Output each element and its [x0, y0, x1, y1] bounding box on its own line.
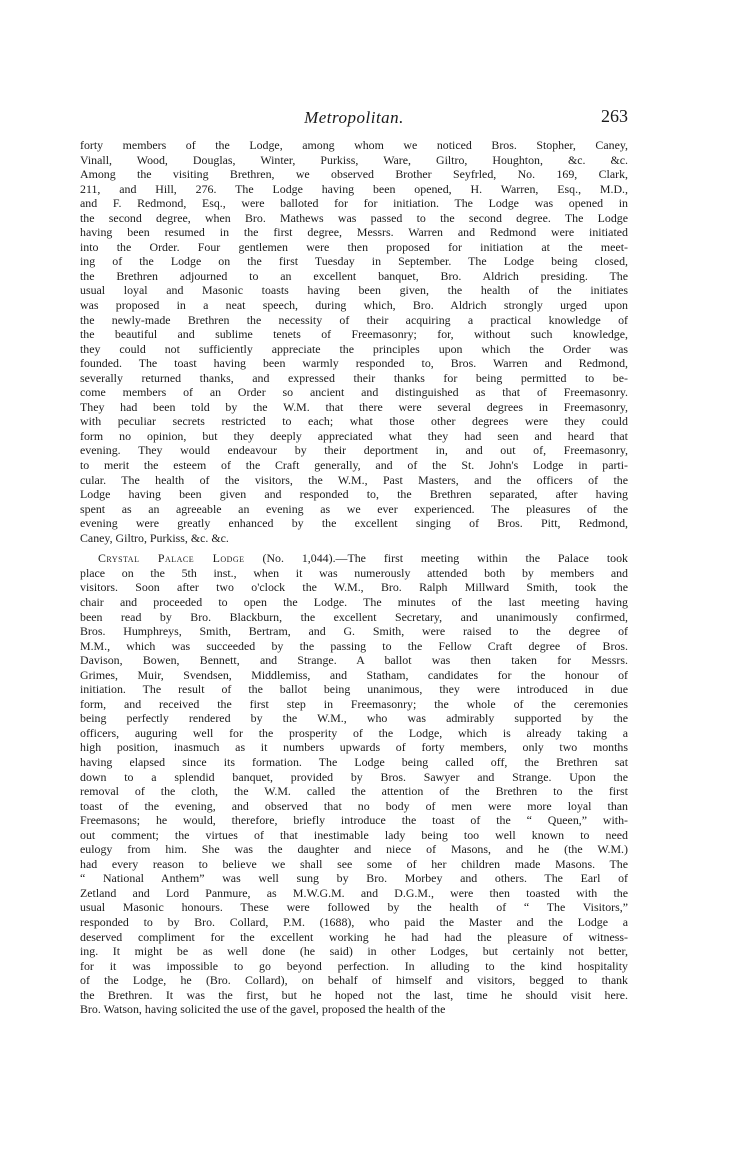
- text-line-content: (No. 1,044).—The first meeting within the Palace took: [244, 551, 628, 566]
- page-number: 263: [601, 106, 628, 126]
- text-line: Davison, Bowen, Bennett, and Strange. A ballot was then taken for Messrs.: [80, 653, 628, 668]
- text-line: Bro. Watson, having solicited the use of the gavel, proposed the health of the: [80, 1002, 446, 1017]
- text-line: visitors. Soon after two o'clock the W.M., Bro. Ralph Millward Smith, took the: [80, 580, 628, 595]
- text-line: high position, inasmuch as it numbers upwards of forty members, only two months: [80, 740, 628, 755]
- text-line: Lodge having been given and responded to, the Brethren separated, after having: [80, 487, 628, 502]
- running-title: Metropolitan.: [304, 108, 404, 127]
- text-line: down to a splendid banquet, provided by Bros. Sawyer and Strange. Upon the: [80, 769, 628, 784]
- text-line: to merit the esteem of the Craft generally, and of the St. John's Lodge in parti-: [80, 458, 628, 473]
- text-line: chair and proceeded to open the Lodge. The minutes of the last meeting having: [80, 594, 628, 609]
- text-line: was proposed in a neat speech, during which, Bro. Aldrich strongly urged upon: [80, 298, 628, 313]
- text-line: Vinall, Wood, Douglas, Winter, Purkiss, Ware, Giltro, Houghton, &c. &c.: [80, 152, 628, 167]
- text-line: toast of the evening, and observed that no body of men were more loyal than: [80, 798, 628, 813]
- text-line: Zetland and Lord Panmure, as M.W.G.M. and D.G.M., were then toasted with the: [80, 885, 628, 900]
- text-line: form, and received the first step in Freemasonry; the whole of the ceremonies: [80, 696, 628, 711]
- text-line: evening. They would endeavour by their deportment in, and out of, Freemasonry,: [80, 443, 628, 458]
- text-line: the second degree, when Bro. Mathews was passed to the second degree. The Lodge: [80, 210, 628, 225]
- paragraph-crystal-palace-lodge: [80, 551, 628, 1017]
- section-lead-in: Crystal Palace Lodge: [98, 551, 245, 566]
- text-line: had every reason to believe we shall see some of her children made Masons. The: [80, 856, 628, 871]
- text-line: having been resumed in the first degree, Messrs. Warren and Redmond were initiated: [80, 225, 628, 240]
- text-line: deserved compliment for the excellent working he had had the pleasure of witness-: [80, 929, 628, 944]
- text-line: Freemasons; he would, therefore, briefly introduce the toast of the “ Queen,” with-: [80, 813, 628, 828]
- text-line: out comment; the virtues of that inestimable lady being too well known to need: [80, 827, 628, 842]
- text-line: 211, and Hill, 276. The Lodge having been opened, H. Warren, Esq., M.D.,: [80, 181, 628, 196]
- text-line: the Brethren adjourned to an excellent banquet, Bro. Aldrich presiding. The: [80, 268, 628, 283]
- text-line: ing of the Lodge on the first Tuesday in September. The Lodge being closed,: [80, 254, 628, 269]
- text-line: come members of an Order so ancient and distinguished as that of Freemasonry.: [80, 385, 628, 400]
- text-line: severally returned thanks, and expressed their thanks for being permitted to be-: [80, 370, 628, 385]
- text-line: evening were greatly enhanced by the excellent singing of Bros. Pitt, Redmond,: [80, 516, 628, 531]
- document-page: [80, 104, 628, 1017]
- text-line: place on the 5th inst., when it was numerously attended both by members and: [80, 565, 628, 580]
- text-line: responded to by Bro. Collard, P.M. (1688), who paid the Master and the Lodge a: [80, 914, 628, 929]
- text-line: Among the visiting Brethren, we observed Brother Seyfrled, No. 169, Clark,: [80, 167, 628, 182]
- text-line: [80, 551, 628, 566]
- text-line: the beautiful and sublime tenets of Freemasonry; for, without such knowledge,: [80, 327, 628, 342]
- text-line: being perfectly rendered by the W.M., who was admirably supported by the: [80, 711, 628, 726]
- paragraph-lodge-report: [80, 138, 628, 545]
- text-line: and F. Redmond, Esq., were balloted for for initiation. The Lodge was opened in: [80, 196, 628, 211]
- text-line: of the Lodge, he (Bro. Collard), on behalf of himself and visitors, begged to thank: [80, 973, 628, 988]
- text-line: ing. It might be as well done (he said) in other Lodges, but certainly not better,: [80, 944, 628, 959]
- text-line: Bros. Humphreys, Smith, Bertram, and G. Smith, were raised to the degree of: [80, 624, 628, 639]
- text-line: Grimes, Muir, Svendsen, Middlemiss, and Statham, candidates for the honour of: [80, 667, 628, 682]
- text-line: initiation. The result of the ballot being unanimous, they were introduced in due: [80, 682, 628, 697]
- text-line: the Brethren. It was the first, but he hoped not the last, time he should visit here.: [80, 987, 628, 1002]
- text-line: usual loyal and Masonic toasts having been given, the health of the initiates: [80, 283, 628, 298]
- text-line: been read by Bro. Blackburn, the excellent Secretary, and unanimously confirmed,: [80, 609, 628, 624]
- text-line: M.M., which was succeeded by the passing to the Fellow Craft degree of Bros.: [80, 638, 628, 653]
- text-line: usual Masonic honours. These were followed by the health of “ The Visitors,”: [80, 900, 628, 915]
- text-line: eulogy from him. She was the daughter and niece of Masons, and he (the W.M.): [80, 842, 628, 857]
- text-line: with peculiar secrets restricted to each; what those other degrees were they could: [80, 414, 628, 429]
- text-line: they could not sufficiently appreciate the principles upon which the Order was: [80, 341, 628, 356]
- text-line: Caney, Giltro, Purkiss, &c. &c.: [80, 530, 229, 545]
- text-line: officers, auguring well for the prosperity of the Lodge, which is already taking a: [80, 725, 628, 740]
- text-line: They had been told by the W.M. that there were several degrees in Freemasonry,: [80, 399, 628, 414]
- page-header: [80, 104, 628, 138]
- text-line: removal of the cloth, the W.M. called the attention of the Brethren to the first: [80, 784, 628, 799]
- text-line: founded. The toast having been warmly responded to, Bros. Warren and Redmond,: [80, 356, 628, 371]
- text-line: cular. The health of the visitors, the W.M., Past Masters, and the officers of the: [80, 472, 628, 487]
- text-line: spent as an agreeable an evening as we ever experienced. The pleasures of the: [80, 501, 628, 516]
- text-line: form no opinion, but they deeply appreciated what they had seen and heard that: [80, 428, 628, 443]
- text-line: forty members of the Lodge, among whom we noticed Bros. Stopher, Caney,: [80, 138, 628, 152]
- text-line: “ National Anthem” was well sung by Bro. Morbey and others. The Earl of: [80, 871, 628, 886]
- text-line: into the Order. Four gentlemen were then proposed for initiation at the meet-: [80, 239, 628, 254]
- text-line: having elapsed since its formation. The Lodge being called off, the Brethren sat: [80, 754, 628, 769]
- text-line: for it was impossible to go beyond perfection. In alluding to the kind hospitality: [80, 958, 628, 973]
- text-line: the newly-made Brethren the necessity of their acquiring a practical knowledge of: [80, 312, 628, 327]
